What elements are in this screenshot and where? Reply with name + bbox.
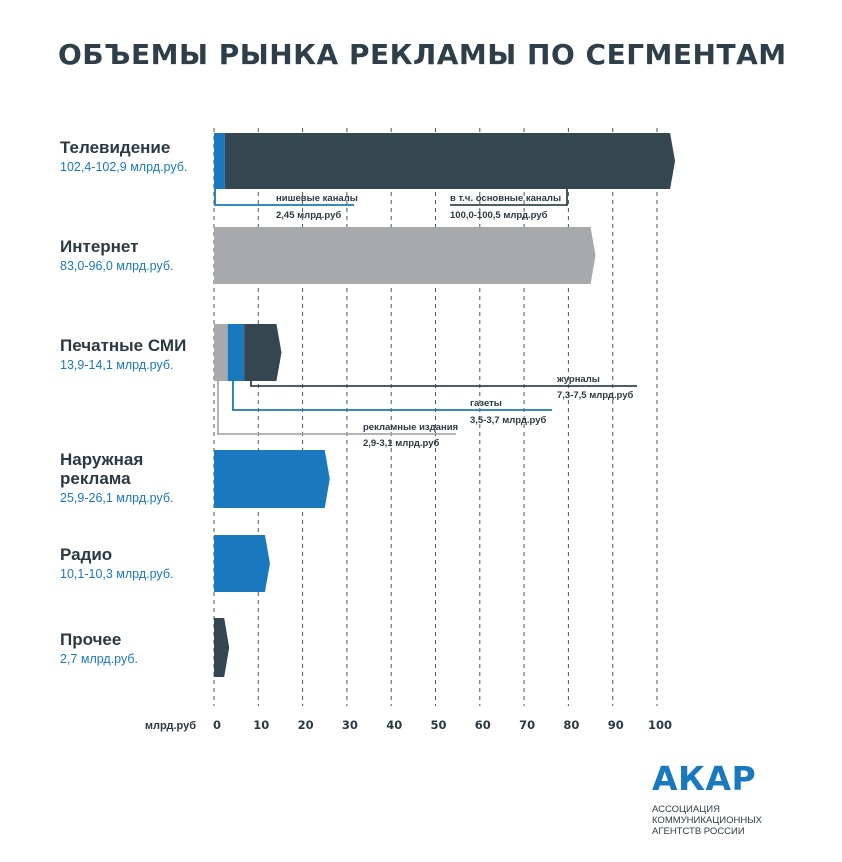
x-tick-label: 60	[474, 718, 491, 732]
x-tick-label: 100	[647, 718, 673, 732]
callout-name: газеты	[470, 398, 502, 409]
segment-name: Прочее	[60, 630, 122, 649]
bar	[214, 324, 228, 381]
callout-name: в т.ч. основные каналы	[450, 193, 562, 204]
segment-name: Телевидение	[60, 138, 171, 157]
segment-value: 13,9-14,1 млрд.руб.	[60, 358, 174, 372]
callout-value: 2,45 млрд.руб	[276, 210, 342, 221]
segment-name: Наружная реклама	[60, 450, 144, 488]
bar	[214, 227, 596, 284]
segment-value: 102,4-102,9 млрд.руб.	[60, 160, 188, 174]
x-tick-label: 10	[253, 718, 270, 732]
x-tick-label: 50	[430, 718, 447, 732]
x-axis-label: млрд.руб	[144, 720, 196, 732]
segment-value: 2,7 млрд.руб.	[60, 652, 139, 666]
bar	[225, 133, 675, 189]
callout-value: 3,5-3,7 млрд.руб	[470, 415, 547, 426]
callout-name: журналы	[557, 374, 600, 385]
bar	[214, 450, 330, 508]
akar-logo	[652, 760, 782, 837]
x-tick-label: 90	[607, 718, 624, 732]
segment-name: Печатные СМИ	[60, 336, 187, 355]
x-tick-label: 20	[297, 718, 314, 732]
x-tick-label: 40	[386, 718, 403, 732]
x-tick-label: 30	[341, 718, 358, 732]
segment-name: Радио	[60, 545, 113, 564]
segment-name: Интернет	[60, 237, 139, 256]
callout-value: 2,9-3,1 млрд.руб	[363, 438, 440, 449]
callout-name: рекламные издания	[363, 422, 459, 433]
callout-value: 7,3-7,5 млрд.руб	[557, 390, 634, 401]
x-tick-label: 70	[519, 718, 536, 732]
bar	[214, 133, 225, 189]
logo-subtitle: АССОЦИАЦИЯ КОММУНИКАЦИОННЫХ АГЕНТСТВ РОССИИ	[652, 804, 762, 837]
segment-value: 10,1-10,3 млрд.руб.	[60, 567, 174, 581]
bar	[244, 324, 281, 381]
bar	[228, 324, 244, 381]
logo-wordmark: АКАР	[652, 759, 757, 798]
bar	[214, 618, 229, 677]
segment-value: 25,9-26,1 млрд.руб.	[60, 491, 174, 505]
x-tick-label: 80	[563, 718, 580, 732]
x-tick-label: 0	[212, 718, 222, 732]
chart-title: ОБЪЕМЫ РЫНКА РЕКЛАМЫ ПО СЕГМЕНТАМ	[58, 38, 787, 71]
callout-name: нишевые каналы	[276, 193, 358, 204]
callout-value: 100,0-100,5 млрд.руб	[450, 210, 548, 221]
segment-value: 83,0-96,0 млрд.руб.	[60, 259, 174, 273]
bar	[214, 535, 270, 592]
